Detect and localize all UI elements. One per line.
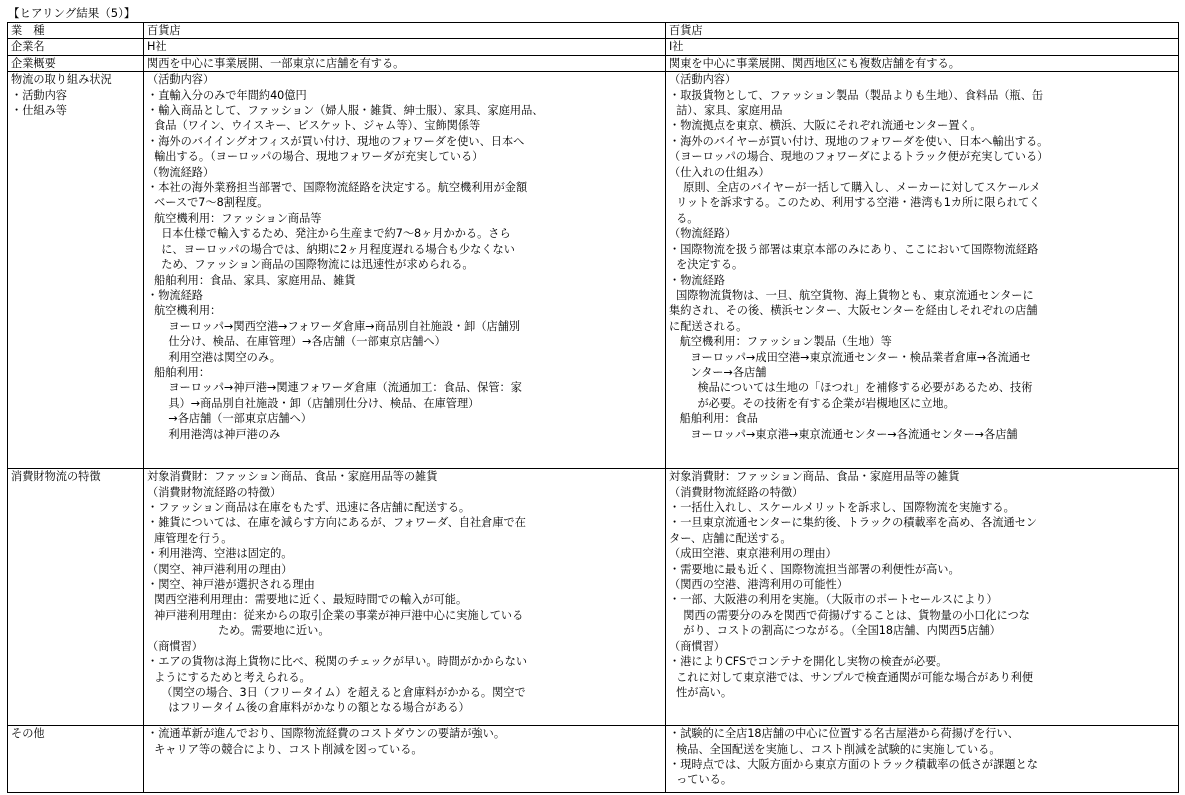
text-line: 船舶利用：食品、家具、家庭用品、雑貨: [147, 273, 356, 287]
row-company-overview: [8, 55, 1179, 71]
text-line: を決定する。: [669, 258, 744, 272]
text-line: 船舶利用：食品: [669, 412, 758, 426]
text-line: （活動内容）: [669, 73, 737, 87]
other-i: [666, 726, 1179, 793]
text-line: （消費財物流経路の特徴）: [147, 485, 282, 499]
text-line: 航空機利用：: [147, 304, 222, 318]
text-line: 対象消費財：ファッション商品、食品・家庭用品等の雑貨: [669, 470, 960, 484]
text-line: に配送される。: [669, 319, 748, 333]
text-line: ・ファッション商品は在庫をもたず、迅速に各店舗に配送する。: [147, 501, 471, 515]
hearing-results-table: [7, 22, 1179, 793]
text-line: キャリア等の競合により、コスト削減を図っている。: [147, 742, 423, 756]
consumer-goods-i: [666, 469, 1179, 726]
text-line: （商慣習）: [147, 639, 203, 653]
text-line: ・物流拠点を東京、横浜、大阪にそれぞれ流通センター置く。: [669, 119, 982, 133]
industry-h: 百貨店: [144, 23, 666, 39]
text-line: ヨーロッパ→神戸港→関連フォワーダ倉庫（流通加工：食品、保管：家: [147, 381, 522, 395]
text-line: が必要。その技術を有する企業が岩槻地区に立地。: [669, 396, 955, 410]
text-line: （成田空港、東京港利用の理由）: [669, 547, 837, 561]
text-line: はフリータイム後の倉庫料がかなりの額となる場合がある）: [147, 701, 470, 715]
text-line: 集約され、その後、横浜センター、大阪センターを経由しそれぞれの店舗: [669, 304, 1038, 318]
text-line: ため、ファッション商品の国際物流には迅速性が求められる。: [147, 258, 474, 272]
text-line: ・雑貨については、在庫を減らす方向にあるが、フォワーダ、自社倉庫で在: [147, 516, 526, 530]
text-line: に、ヨーロッパの場合では、納期に2ヶ月程度遅れる場合も少なくない: [147, 242, 515, 256]
text-line: 物流の取り組み状況: [11, 73, 112, 87]
text-line: ンター→各店舗: [669, 365, 767, 379]
text-line: ・海外のバイイングオフィスが買い付け、現地のフォワーダを使い、日本へ: [147, 134, 525, 148]
text-line: ・一括仕入れし、スケールメリットを訴求し、国際物流を実施する。: [669, 501, 1015, 515]
row-company-name: [8, 39, 1179, 55]
text-line: ・試験的に全店18店舗の中心に位置する名古屋港から荷揚げを行い、: [669, 727, 1019, 741]
company-overview-i: 関東を中心に事業展開、関西地区にも複数店舗を有する。: [666, 55, 1179, 71]
other-h: [144, 726, 666, 793]
text-line: 日本仕様で輸入するため、発注から生産まで約7～8ヶ月かかる。さら: [147, 227, 511, 241]
industry-label: 業 種: [8, 23, 144, 39]
text-line: （物流経路）: [669, 227, 737, 241]
other-label: [8, 726, 144, 793]
text-line: ・取扱貨物として、ファッション製品（製品よりも生地）、食料品（瓶、缶: [669, 88, 1044, 102]
row-logistics-status: [8, 72, 1179, 469]
logistics-status-h: [144, 72, 666, 469]
text-line: ・エアの貨物は海上貨物に比べ、税関のチェックが早い。時間がかからない: [147, 655, 528, 669]
text-line: ベースで7～8割程度。: [147, 196, 269, 210]
text-line: 詰）、家具、家庭用品: [669, 104, 783, 118]
row-other: [8, 726, 1179, 793]
text-line: ・現時点では、大阪方面から東京方面のトラック積載率の低さが課題とな: [669, 758, 1038, 772]
industry-i: 百貨店: [666, 23, 1179, 39]
company-name-h: H社: [144, 39, 666, 55]
text-line: 消費財物流の特徴: [11, 470, 101, 484]
text-line: 利用港湾は神戸港のみ: [147, 427, 281, 441]
text-line: ・流通革新が進んでおり、国際物流経費のコストダウンの要請が強い。: [147, 727, 506, 741]
text-line: ・物流経路: [669, 273, 725, 287]
text-line: 性が高い。: [669, 685, 733, 699]
row-consumer-goods: [8, 469, 1179, 726]
text-line: ・国際物流を扱う部署は東京本部のみにあり、ここにおいて国際物流経路: [669, 242, 1039, 256]
text-line: その他: [11, 727, 45, 741]
company-name-label: 企業名: [8, 39, 144, 55]
company-name-i: I社: [666, 39, 1179, 55]
text-line: 国際物流貨物は、一旦、航空貨物、海上貨物とも、東京流通センターに: [669, 288, 1034, 302]
text-line: 航空機利用：ファッション製品（生地）等: [669, 335, 892, 349]
text-line: 利用空港は関空のみ。: [147, 350, 281, 364]
text-line: 検品、全国配送を実施し、コスト削減を試験的に実施している。: [669, 742, 1001, 756]
text-line: これに対して東京港では、サンプルで検査通関が可能な場合があり利便: [669, 670, 1034, 684]
text-line: る。: [669, 211, 699, 225]
text-line: （関空の場合、3日（フリータイム）を超えると倉庫料がかかる。関空で: [147, 685, 526, 699]
text-line: ・輸入商品として、ファッション（婦人服・雑貨、紳士服）、家具、家庭用品、: [147, 104, 544, 118]
text-line: 関西空港利用理由：需要地に近く、最短時間での輸入が可能。: [147, 593, 468, 607]
logistics-status-label: [8, 72, 144, 469]
text-line: ため。需要地に近い。: [147, 624, 330, 638]
text-line: ・関空、神戸港が選択される理由: [147, 578, 315, 592]
text-line: （商慣習）: [669, 639, 725, 653]
text-line: （物流経路）: [147, 165, 215, 179]
text-line: 航空機利用：ファッション商品等: [147, 211, 322, 225]
text-line: （関西の空港、港湾利用の可能性）: [669, 578, 849, 592]
text-line: ・活動内容: [11, 88, 67, 102]
text-line: がり、コストの割高につながる。（全国18店舗、内関西5店舗）: [669, 624, 1001, 638]
text-line: （関空、神戸港利用の理由）: [147, 562, 293, 576]
text-line: ・港によりCFSでコンテナを開化し実物の検査が必要。: [669, 655, 948, 669]
text-line: ター、店舗に配送する。: [669, 531, 792, 545]
text-line: リットを訴求する。このため、利用する空港・港湾も1カ所に限られてく: [669, 196, 1041, 210]
text-line: 対象消費財：ファッション商品、食品・家庭用品等の雑貨: [147, 470, 438, 484]
company-overview-label: 企業概要: [8, 55, 144, 71]
text-line: っている。: [669, 773, 733, 787]
text-line: 食品（ワイン、ウイスキー、ビスケット、ジャム等）、宝飾関係等: [147, 119, 481, 133]
text-line: （消費財物流経路の特徴）: [669, 485, 804, 499]
text-line: ・物流経路: [147, 288, 203, 302]
text-line: 神戸港利用理由：従来からの取引企業の事業が神戸港中心に実施している: [147, 608, 524, 622]
text-line: ヨーロッパ→関西空港→フォワーダ倉庫→商品別自社施設・卸（店舗別: [147, 319, 521, 333]
text-line: 関西の需要分のみを関西で荷揚げすることは、貨物量の小口化につな: [669, 608, 1030, 622]
text-line: ・需要地に最も近く、国際物流担当部署の利便性が高い。: [669, 562, 960, 576]
text-line: 輸出する。（ヨーロッパの場合、現地フォワーダが充実している）: [147, 150, 484, 164]
page-title: 【ヒアリング結果（5）】: [8, 6, 136, 20]
text-line: 検品については生地の「ほつれ」を補修する必要があるため、技術: [669, 381, 1033, 395]
text-line: ヨーロッパ→東京港→東京流通センター→各流通センター→各店舗: [669, 427, 1018, 441]
text-line: ヨーロッパ→成田空港→東京流通センター・検品業者倉庫→各流通セ: [669, 350, 1032, 364]
consumer-goods-h: [144, 469, 666, 726]
text-line: ・直輸入分のみで年間約40億円: [147, 88, 307, 102]
text-line: ・一部、大阪港の利用を実施。（大阪市のポートセールスにより）: [669, 593, 998, 607]
text-line: ようにするためと考えられる。: [147, 670, 311, 684]
text-line: ・本社の海外業務担当部署で、国際物流経路を決定する。航空機利用が金額: [147, 181, 528, 195]
consumer-goods-label: [8, 469, 144, 726]
text-line: 船舶利用：: [147, 365, 211, 379]
text-line: ・海外のバイヤーが買い付け、現地のフォワーダを使い、日本へ輸出する。: [669, 134, 1049, 148]
text-line: （仕入れの仕組み）: [669, 165, 770, 179]
text-line: （ヨーロッパの場合、現地のフォワーダによるトラック便が充実している）: [669, 150, 1049, 164]
company-overview-h: 関西を中心に事業展開、一部東京に店舗を有する。: [144, 55, 666, 71]
text-line: ・仕組み等: [11, 104, 67, 118]
row-industry: [8, 23, 1179, 39]
text-line: （活動内容）: [147, 73, 215, 87]
text-line: 原則、全店のバイヤーが一括して購入し、メーカーに対してスケールメ: [669, 181, 1041, 195]
text-line: 庫管理を行う。: [147, 531, 233, 545]
text-line: 具）→商品別自社施設・卸（店舗別仕分け、検品、在庫管理）: [147, 396, 480, 410]
text-line: ・利用港湾、空港は固定的。: [147, 547, 293, 561]
text-line: →各店舗（一部東京店舗へ）: [147, 412, 312, 426]
logistics-status-i: [666, 72, 1179, 469]
text-line: 仕分け、検品、在庫管理）→各店舗（一部東京店舗へ）: [147, 335, 446, 349]
text-line: ・一旦東京流通センターに集約後、トラックの積載率を高め、各流通セン: [669, 516, 1038, 530]
